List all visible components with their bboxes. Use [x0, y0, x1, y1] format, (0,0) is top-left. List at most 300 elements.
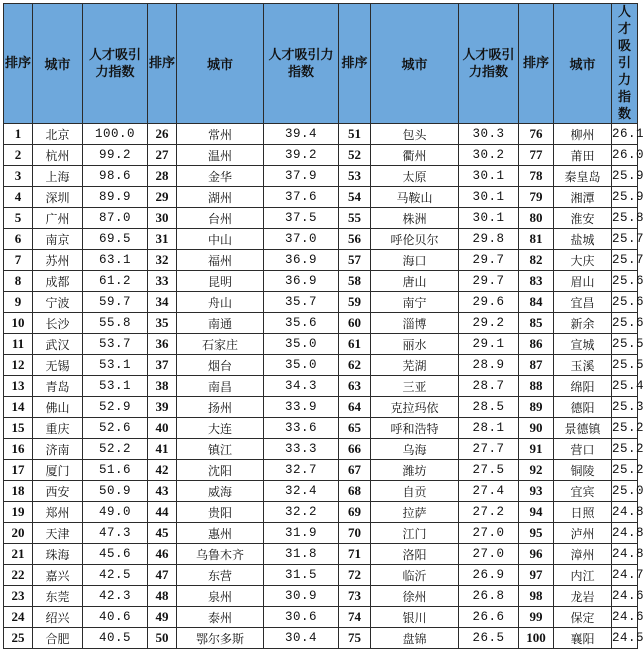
city-cell: 德阳 — [554, 397, 612, 418]
index-cell: 51.6 — [83, 460, 148, 481]
city-cell: 大庆 — [554, 250, 612, 271]
rank-cell: 26 — [148, 124, 177, 145]
city-cell: 江门 — [371, 523, 459, 544]
city-cell: 自贡 — [371, 481, 459, 502]
city-cell: 贵阳 — [177, 502, 264, 523]
rank-cell: 98 — [519, 586, 554, 607]
index-cell: 24.8 — [612, 523, 638, 544]
rank-cell: 23 — [4, 586, 33, 607]
rank-cell: 94 — [519, 502, 554, 523]
index-cell: 99.2 — [83, 145, 148, 166]
rank-cell: 87 — [519, 355, 554, 376]
city-cell: 龙岩 — [554, 586, 612, 607]
index-cell: 27.5 — [459, 460, 519, 481]
city-cell: 佛山 — [33, 397, 83, 418]
city-cell: 宜昌 — [554, 292, 612, 313]
city-cell: 台州 — [177, 208, 264, 229]
index-cell: 25.2 — [612, 439, 638, 460]
rank-cell: 51 — [339, 124, 371, 145]
table-row — [4, 523, 638, 544]
index-cell: 37.5 — [264, 208, 339, 229]
index-cell: 25.3 — [612, 397, 638, 418]
city-cell: 漳州 — [554, 544, 612, 565]
city-cell: 保定 — [554, 607, 612, 628]
city-cell: 石家庄 — [177, 334, 264, 355]
index-cell: 45.6 — [83, 544, 148, 565]
index-cell: 53.1 — [83, 355, 148, 376]
city-cell: 衢州 — [371, 145, 459, 166]
rank-cell: 4 — [4, 187, 33, 208]
index-cell: 27.2 — [459, 502, 519, 523]
table-row — [4, 355, 638, 376]
index-cell: 98.6 — [83, 166, 148, 187]
city-cell: 济南 — [33, 439, 83, 460]
city-cell: 三亚 — [371, 376, 459, 397]
rank-cell: 40 — [148, 418, 177, 439]
rank-cell: 50 — [148, 628, 177, 649]
city-cell: 广州 — [33, 208, 83, 229]
city-cell: 郑州 — [33, 502, 83, 523]
city-cell: 合肥 — [33, 628, 83, 649]
index-cell: 30.1 — [459, 166, 519, 187]
rank-cell: 67 — [339, 460, 371, 481]
rank-cell: 12 — [4, 355, 33, 376]
city-cell: 南通 — [177, 313, 264, 334]
city-cell: 株洲 — [371, 208, 459, 229]
rank-cell: 9 — [4, 292, 33, 313]
index-cell: 28.9 — [459, 355, 519, 376]
index-cell: 53.1 — [83, 376, 148, 397]
rank-cell: 83 — [519, 271, 554, 292]
index-cell: 59.7 — [83, 292, 148, 313]
city-cell: 乌鲁木齐 — [177, 544, 264, 565]
city-cell: 芜湖 — [371, 355, 459, 376]
table-row — [4, 565, 638, 586]
index-cell: 100.0 — [83, 124, 148, 145]
rank-cell: 18 — [4, 481, 33, 502]
city-cell: 丽水 — [371, 334, 459, 355]
index-cell: 52.9 — [83, 397, 148, 418]
city-cell: 威海 — [177, 481, 264, 502]
index-cell: 24.6 — [612, 586, 638, 607]
index-cell: 31.9 — [264, 523, 339, 544]
index-cell: 39.4 — [264, 124, 339, 145]
city-cell: 临沂 — [371, 565, 459, 586]
index-cell: 25.5 — [612, 355, 638, 376]
rank-cell: 84 — [519, 292, 554, 313]
city-cell: 呼和浩特 — [371, 418, 459, 439]
rank-cell: 41 — [148, 439, 177, 460]
city-cell: 温州 — [177, 145, 264, 166]
index-cell: 25.2 — [612, 418, 638, 439]
city-cell: 包头 — [371, 124, 459, 145]
city-cell: 苏州 — [33, 250, 83, 271]
rank-cell: 20 — [4, 523, 33, 544]
city-cell: 新余 — [554, 313, 612, 334]
index-cell: 32.7 — [264, 460, 339, 481]
index-cell: 24.8 — [612, 502, 638, 523]
header-rank: 排序 — [339, 4, 371, 124]
index-cell: 30.9 — [264, 586, 339, 607]
city-cell: 厦门 — [33, 460, 83, 481]
city-cell: 成都 — [33, 271, 83, 292]
index-cell: 25.7 — [612, 229, 638, 250]
rank-cell: 47 — [148, 565, 177, 586]
rank-cell: 96 — [519, 544, 554, 565]
city-cell: 北京 — [33, 124, 83, 145]
index-cell: 28.7 — [459, 376, 519, 397]
rank-cell: 15 — [4, 418, 33, 439]
index-cell: 26.6 — [459, 607, 519, 628]
rank-cell: 14 — [4, 397, 33, 418]
rank-cell: 49 — [148, 607, 177, 628]
ranking-table-container — [3, 3, 644, 649]
rank-cell: 43 — [148, 481, 177, 502]
header-index: 人才吸引力指数 — [612, 4, 638, 124]
city-cell: 柳州 — [554, 124, 612, 145]
rank-cell: 100 — [519, 628, 554, 649]
rank-cell: 66 — [339, 439, 371, 460]
index-cell: 89.9 — [83, 187, 148, 208]
index-cell: 25.7 — [612, 250, 638, 271]
city-cell: 惠州 — [177, 523, 264, 544]
rank-cell: 56 — [339, 229, 371, 250]
rank-cell: 93 — [519, 481, 554, 502]
index-cell: 24.5 — [612, 628, 638, 649]
rank-cell: 77 — [519, 145, 554, 166]
rank-cell: 1 — [4, 124, 33, 145]
city-cell: 大连 — [177, 418, 264, 439]
index-cell: 37.6 — [264, 187, 339, 208]
city-cell: 青岛 — [33, 376, 83, 397]
header-row — [4, 4, 638, 124]
index-cell: 30.1 — [459, 187, 519, 208]
rank-cell: 35 — [148, 313, 177, 334]
rank-cell: 90 — [519, 418, 554, 439]
city-cell: 武汉 — [33, 334, 83, 355]
table-row — [4, 166, 638, 187]
city-cell: 湖州 — [177, 187, 264, 208]
rank-cell: 57 — [339, 250, 371, 271]
index-cell: 47.3 — [83, 523, 148, 544]
table-row — [4, 187, 638, 208]
table-row — [4, 229, 638, 250]
rank-cell: 46 — [148, 544, 177, 565]
city-cell: 景德镇 — [554, 418, 612, 439]
index-cell: 25.9 — [612, 187, 638, 208]
index-cell: 25.9 — [612, 166, 638, 187]
city-cell: 嘉兴 — [33, 565, 83, 586]
index-cell: 25.5 — [612, 334, 638, 355]
rank-cell: 31 — [148, 229, 177, 250]
rank-cell: 99 — [519, 607, 554, 628]
index-cell: 32.2 — [264, 502, 339, 523]
city-cell: 东营 — [177, 565, 264, 586]
table-row — [4, 481, 638, 502]
index-cell: 35.0 — [264, 355, 339, 376]
rank-cell: 32 — [148, 250, 177, 271]
ranking-table-body — [4, 124, 644, 649]
rank-cell: 17 — [4, 460, 33, 481]
city-cell: 常州 — [177, 124, 264, 145]
city-cell: 乌海 — [371, 439, 459, 460]
city-cell: 日照 — [554, 502, 612, 523]
city-cell: 洛阳 — [371, 544, 459, 565]
city-cell: 重庆 — [33, 418, 83, 439]
index-cell: 55.8 — [83, 313, 148, 334]
rank-cell: 44 — [148, 502, 177, 523]
index-cell: 30.2 — [459, 145, 519, 166]
index-cell: 50.9 — [83, 481, 148, 502]
rank-cell: 75 — [339, 628, 371, 649]
rank-cell: 24 — [4, 607, 33, 628]
city-cell: 襄阳 — [554, 628, 612, 649]
city-cell: 福州 — [177, 250, 264, 271]
city-cell: 太原 — [371, 166, 459, 187]
rank-cell: 71 — [339, 544, 371, 565]
index-cell: 26.8 — [459, 586, 519, 607]
rank-cell: 70 — [339, 523, 371, 544]
table-row — [4, 376, 638, 397]
rank-cell: 3 — [4, 166, 33, 187]
index-cell: 32.4 — [264, 481, 339, 502]
index-cell: 25.6 — [612, 292, 638, 313]
index-cell: 30.1 — [459, 208, 519, 229]
rank-cell: 81 — [519, 229, 554, 250]
index-cell: 25.6 — [612, 271, 638, 292]
rank-cell: 33 — [148, 271, 177, 292]
city-cell: 深圳 — [33, 187, 83, 208]
table-row — [4, 313, 638, 334]
table-row — [4, 544, 638, 565]
rank-cell: 10 — [4, 313, 33, 334]
header-index: 人才吸引力指数 — [83, 4, 148, 124]
rank-cell: 21 — [4, 544, 33, 565]
city-cell: 天津 — [33, 523, 83, 544]
city-cell: 扬州 — [177, 397, 264, 418]
city-cell: 舟山 — [177, 292, 264, 313]
index-cell: 35.0 — [264, 334, 339, 355]
rank-cell: 62 — [339, 355, 371, 376]
rank-cell: 16 — [4, 439, 33, 460]
index-cell: 36.9 — [264, 271, 339, 292]
rank-cell: 7 — [4, 250, 33, 271]
index-cell: 25.2 — [612, 460, 638, 481]
city-cell: 镇江 — [177, 439, 264, 460]
rank-cell: 19 — [4, 502, 33, 523]
header-city: 城市 — [554, 4, 612, 124]
rank-cell: 53 — [339, 166, 371, 187]
index-cell: 30.6 — [264, 607, 339, 628]
city-cell: 银川 — [371, 607, 459, 628]
rank-cell: 28 — [148, 166, 177, 187]
index-cell: 36.9 — [264, 250, 339, 271]
rank-cell: 85 — [519, 313, 554, 334]
index-cell: 33.3 — [264, 439, 339, 460]
table-row — [4, 397, 638, 418]
city-cell: 绍兴 — [33, 607, 83, 628]
city-cell: 南京 — [33, 229, 83, 250]
index-cell: 40.6 — [83, 607, 148, 628]
index-cell: 27.0 — [459, 544, 519, 565]
city-cell: 潍坊 — [371, 460, 459, 481]
index-cell: 35.6 — [264, 313, 339, 334]
city-cell: 玉溪 — [554, 355, 612, 376]
index-cell: 37.9 — [264, 166, 339, 187]
rank-cell: 65 — [339, 418, 371, 439]
rank-cell: 2 — [4, 145, 33, 166]
header-rank: 排序 — [4, 4, 33, 124]
rank-cell: 45 — [148, 523, 177, 544]
index-cell: 53.7 — [83, 334, 148, 355]
index-cell: 34.3 — [264, 376, 339, 397]
header-city: 城市 — [177, 4, 264, 124]
index-cell: 33.9 — [264, 397, 339, 418]
table-row — [4, 271, 638, 292]
city-cell: 沈阳 — [177, 460, 264, 481]
index-cell: 31.5 — [264, 565, 339, 586]
table-row — [4, 460, 638, 481]
city-cell: 内江 — [554, 565, 612, 586]
rank-cell: 89 — [519, 397, 554, 418]
table-row — [4, 607, 638, 628]
table-row — [4, 145, 638, 166]
talent-attraction-ranking-table — [3, 3, 644, 649]
index-cell: 30.4 — [264, 628, 339, 649]
index-cell: 29.7 — [459, 250, 519, 271]
header-city: 城市 — [371, 4, 459, 124]
city-cell: 盐城 — [554, 229, 612, 250]
rank-cell: 91 — [519, 439, 554, 460]
header-rank: 排序 — [519, 4, 554, 124]
city-cell: 唐山 — [371, 271, 459, 292]
rank-cell: 13 — [4, 376, 33, 397]
index-cell: 26.1 — [612, 124, 638, 145]
index-cell: 87.0 — [83, 208, 148, 229]
index-cell: 42.3 — [83, 586, 148, 607]
header-rank: 排序 — [148, 4, 177, 124]
rank-cell: 29 — [148, 187, 177, 208]
index-cell: 27.4 — [459, 481, 519, 502]
rank-cell: 86 — [519, 334, 554, 355]
rank-cell: 59 — [339, 292, 371, 313]
index-cell: 24.7 — [612, 565, 638, 586]
city-cell: 宜宾 — [554, 481, 612, 502]
city-cell: 长沙 — [33, 313, 83, 334]
city-cell: 南宁 — [371, 292, 459, 313]
rank-cell: 54 — [339, 187, 371, 208]
index-cell: 24.8 — [612, 544, 638, 565]
rank-cell: 74 — [339, 607, 371, 628]
city-cell: 眉山 — [554, 271, 612, 292]
index-cell: 49.0 — [83, 502, 148, 523]
rank-cell: 76 — [519, 124, 554, 145]
rank-cell: 73 — [339, 586, 371, 607]
rank-cell: 25 — [4, 628, 33, 649]
city-cell: 烟台 — [177, 355, 264, 376]
city-cell: 营口 — [554, 439, 612, 460]
table-row — [4, 418, 638, 439]
index-cell: 69.5 — [83, 229, 148, 250]
rank-cell: 11 — [4, 334, 33, 355]
city-cell: 无锡 — [33, 355, 83, 376]
rank-cell: 82 — [519, 250, 554, 271]
index-cell: 42.5 — [83, 565, 148, 586]
rank-cell: 69 — [339, 502, 371, 523]
table-row — [4, 250, 638, 271]
rank-cell: 6 — [4, 229, 33, 250]
rank-cell: 36 — [148, 334, 177, 355]
header-index: 人才吸引力指数 — [459, 4, 519, 124]
index-cell: 28.1 — [459, 418, 519, 439]
index-cell: 52.6 — [83, 418, 148, 439]
table-row — [4, 502, 638, 523]
city-cell: 拉萨 — [371, 502, 459, 523]
rank-cell: 42 — [148, 460, 177, 481]
rank-cell: 27 — [148, 145, 177, 166]
rank-cell: 79 — [519, 187, 554, 208]
rank-cell: 63 — [339, 376, 371, 397]
index-cell: 29.7 — [459, 271, 519, 292]
index-cell: 61.2 — [83, 271, 148, 292]
city-cell: 宁波 — [33, 292, 83, 313]
city-cell: 徐州 — [371, 586, 459, 607]
index-cell: 26.5 — [459, 628, 519, 649]
city-cell: 上海 — [33, 166, 83, 187]
city-cell: 泸州 — [554, 523, 612, 544]
index-cell: 29.6 — [459, 292, 519, 313]
city-cell: 珠海 — [33, 544, 83, 565]
index-cell: 30.3 — [459, 124, 519, 145]
index-cell: 25.8 — [612, 208, 638, 229]
index-cell: 25.6 — [612, 313, 638, 334]
index-cell: 27.7 — [459, 439, 519, 460]
city-cell: 海口 — [371, 250, 459, 271]
city-cell: 淮安 — [554, 208, 612, 229]
index-cell: 31.8 — [264, 544, 339, 565]
city-cell: 南昌 — [177, 376, 264, 397]
index-cell: 26.0 — [612, 145, 638, 166]
city-cell: 西安 — [33, 481, 83, 502]
rank-cell: 8 — [4, 271, 33, 292]
table-row — [4, 586, 638, 607]
city-cell: 泰州 — [177, 607, 264, 628]
table-row — [4, 628, 638, 649]
rank-cell: 64 — [339, 397, 371, 418]
index-cell: 52.2 — [83, 439, 148, 460]
rank-cell: 38 — [148, 376, 177, 397]
city-cell: 铜陵 — [554, 460, 612, 481]
city-cell: 鄂尔多斯 — [177, 628, 264, 649]
rank-cell: 22 — [4, 565, 33, 586]
rank-cell: 80 — [519, 208, 554, 229]
rank-cell: 48 — [148, 586, 177, 607]
index-cell: 37.0 — [264, 229, 339, 250]
city-cell: 金华 — [177, 166, 264, 187]
rank-cell: 39 — [148, 397, 177, 418]
rank-cell: 55 — [339, 208, 371, 229]
index-cell: 39.2 — [264, 145, 339, 166]
index-cell: 29.8 — [459, 229, 519, 250]
index-cell: 27.0 — [459, 523, 519, 544]
rank-cell: 92 — [519, 460, 554, 481]
city-cell: 宣城 — [554, 334, 612, 355]
rank-cell: 72 — [339, 565, 371, 586]
rank-cell: 78 — [519, 166, 554, 187]
table-row — [4, 334, 638, 355]
rank-cell: 52 — [339, 145, 371, 166]
index-cell: 29.1 — [459, 334, 519, 355]
